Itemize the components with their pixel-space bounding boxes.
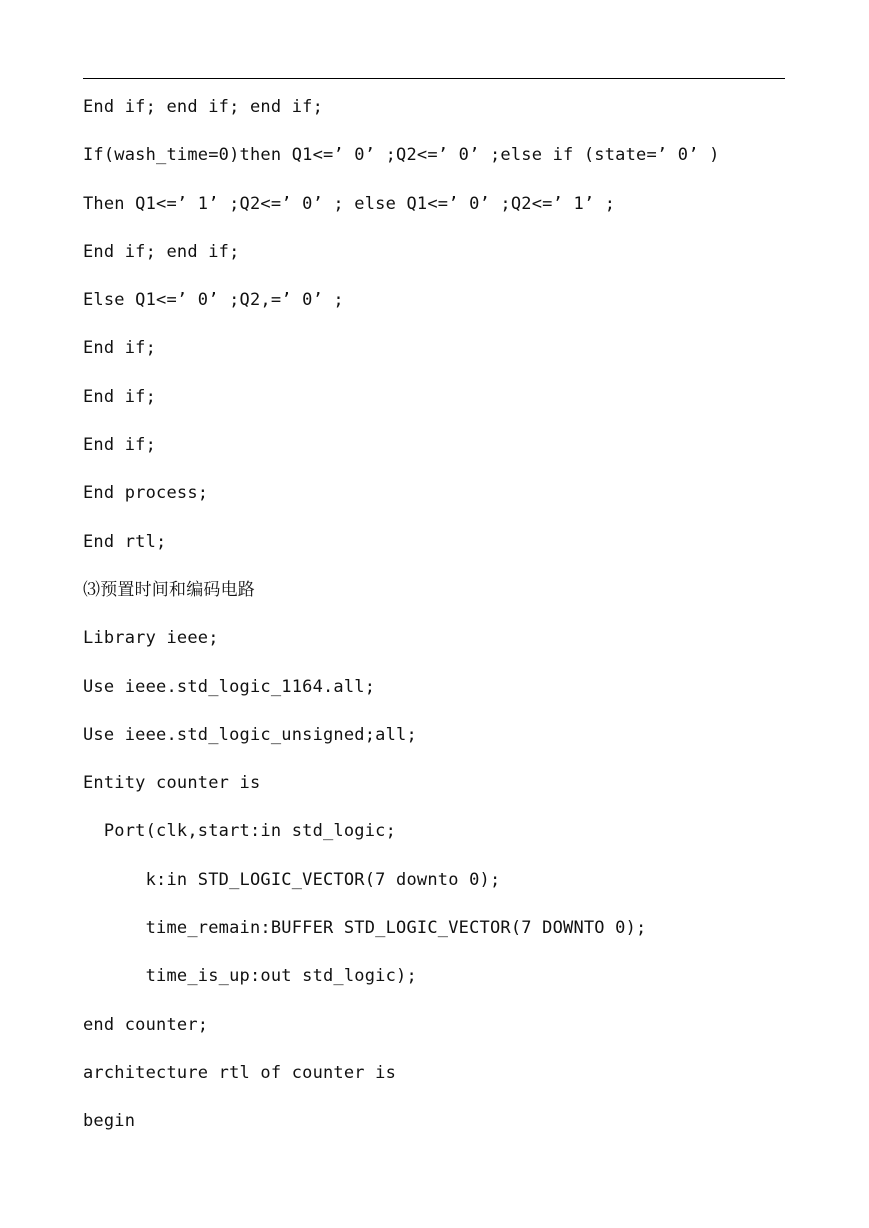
code-line: End rtl; bbox=[83, 531, 167, 552]
code-line: End if; bbox=[83, 386, 157, 407]
code-line: End if; end if; bbox=[83, 241, 240, 262]
code-line: If(wash_time=0)then Q1<=’ 0’ ;Q2<=’ 0’ ;else if (state=’ 0’ ) bbox=[83, 145, 720, 166]
code-line: End if; end if; end if; bbox=[83, 97, 324, 117]
code-line: architecture rtl of counter is bbox=[83, 1062, 397, 1083]
code-line: End if; bbox=[83, 435, 157, 456]
code-line: Use ieee.std_logic_unsigned;all; bbox=[83, 724, 417, 745]
section-heading: ⑶预置时间和编码电路 bbox=[83, 579, 255, 600]
code-line: end counter; bbox=[83, 1014, 209, 1035]
code-listing bbox=[83, 93, 785, 1156]
code-line: Then Q1<=’ 1’ ;Q2<=’ 0’ ; else Q1<=’ 0’ ;Q2<=’ 1’ ; bbox=[83, 193, 616, 214]
code-line: Entity counter is bbox=[83, 773, 261, 794]
header-rule bbox=[83, 78, 785, 79]
code-line: Library ieee; bbox=[83, 628, 219, 649]
code-line: Else Q1<=’ 0’ ;Q2,=’ 0’ ; bbox=[83, 290, 344, 311]
code-line: time_remain:BUFFER STD_LOGIC_VECTOR(7 DOWNTO 0); bbox=[83, 918, 647, 939]
code-line: End if; bbox=[83, 338, 157, 359]
code-line: begin bbox=[83, 1111, 136, 1132]
code-line: time_is_up:out std_logic); bbox=[83, 966, 417, 987]
code-line: k:in STD_LOGIC_VECTOR(7 downto 0); bbox=[83, 869, 501, 890]
code-line: End process; bbox=[83, 483, 209, 504]
code-line: Use ieee.std_logic_1164.all; bbox=[83, 676, 376, 697]
code-line: Port(clk,start:in std_logic; bbox=[83, 821, 397, 842]
